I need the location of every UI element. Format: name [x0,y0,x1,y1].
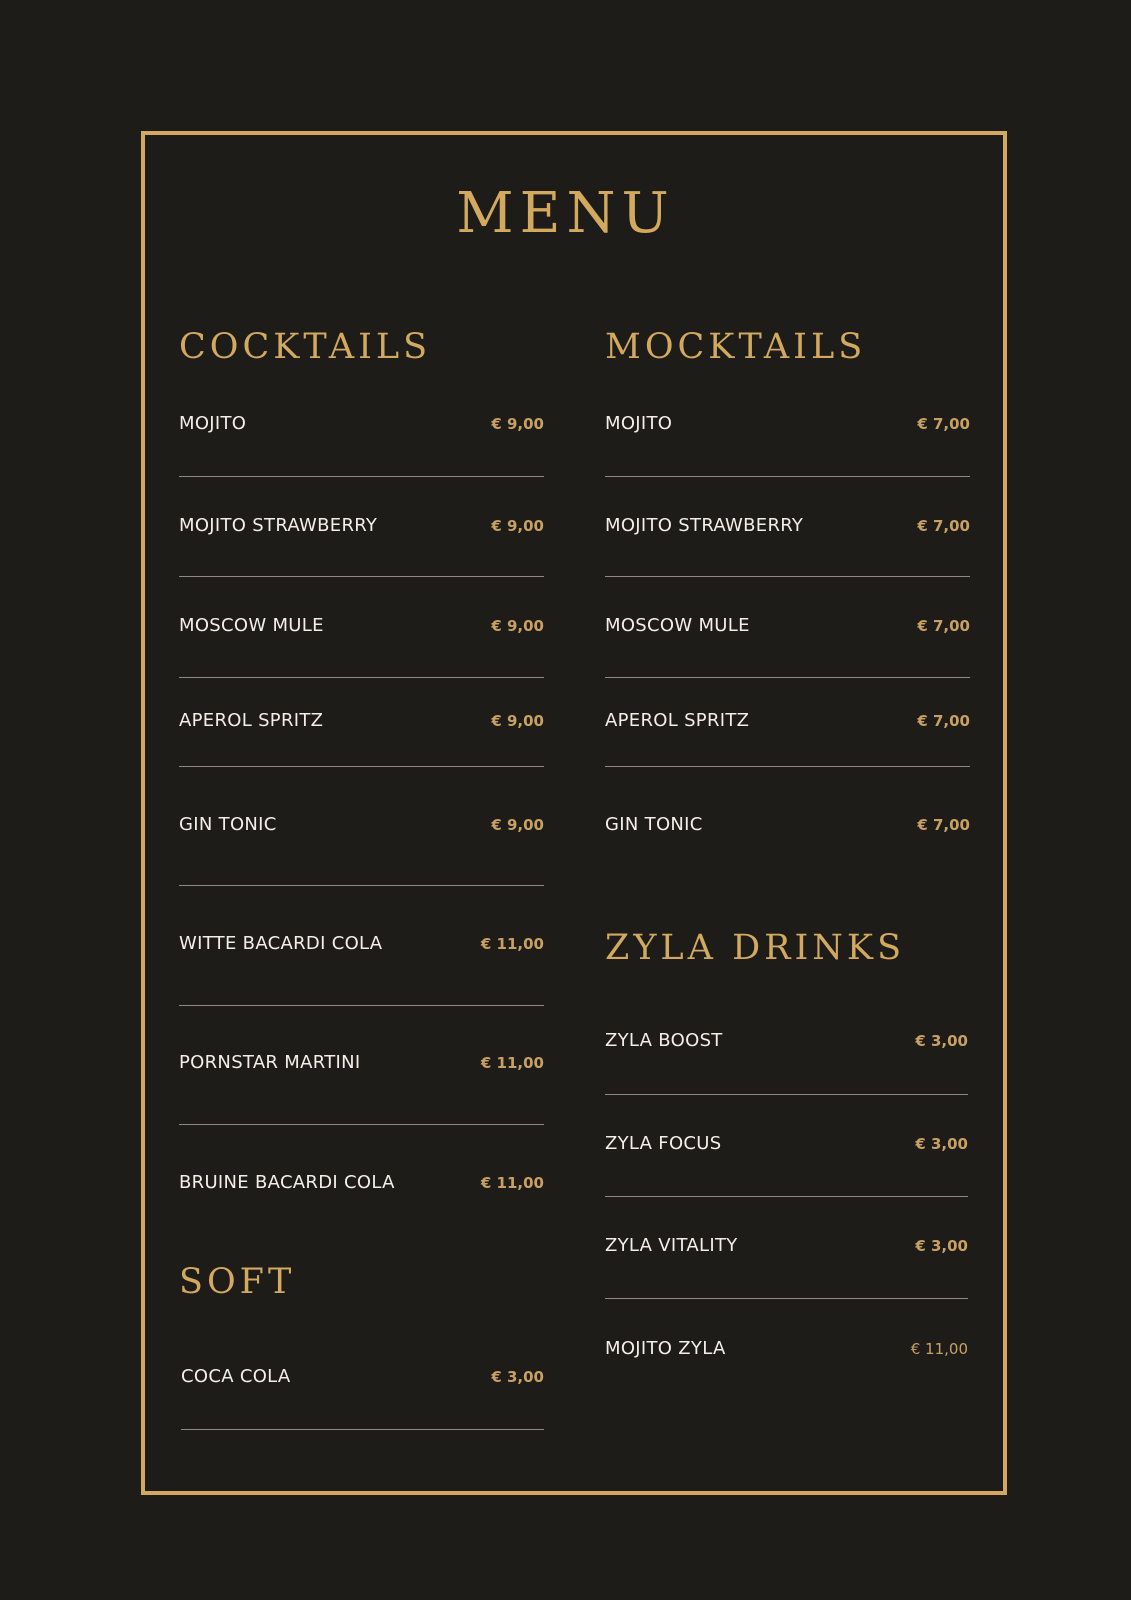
divider [605,766,970,767]
item-name: MOJITO STRAWBERRY [605,515,804,536]
item-price: € 11,00 [480,1054,544,1072]
item-name: ZYLA VITALITY [605,1235,738,1256]
item-price: € 7,00 [917,617,970,635]
item-name: GIN TONIC [179,814,277,835]
divider [179,885,544,886]
list-item [179,1051,544,1075]
list-item [179,709,544,733]
list-item [605,709,970,733]
list-item [179,514,544,538]
item-price: € 3,00 [915,1135,968,1153]
item-name: MOJITO STRAWBERRY [179,515,378,536]
item-name: APEROL SPRITZ [179,710,324,731]
list-item [179,932,544,956]
divider [179,766,544,767]
list-item [181,1365,544,1389]
item-name: MOSCOW MULE [605,615,750,636]
list-item [179,412,544,436]
list-item [605,1132,968,1156]
list-item [605,412,970,436]
divider [605,1298,968,1299]
menu-title: MENU [456,181,675,246]
item-name: APEROL SPRITZ [605,710,750,731]
item-price: € 9,00 [491,816,544,834]
divider [179,576,544,577]
mocktails-heading: MOCKTAILS [605,327,867,367]
list-item [179,813,544,837]
item-name: MOSCOW MULE [179,615,324,636]
divider [179,1124,544,1125]
item-name: WITTE BACARDI COLA [179,933,383,954]
item-price: € 7,00 [917,816,970,834]
item-price: € 11,00 [480,1174,544,1192]
list-item [605,1234,968,1258]
list-item [605,514,970,538]
item-price: € 3,00 [491,1368,544,1386]
divider [605,476,970,477]
list-item [605,614,970,638]
item-name: GIN TONIC [605,814,703,835]
item-name: PORNSTAR MARTINI [179,1052,361,1073]
cocktails-heading: COCKTAILS [179,327,432,367]
item-price: € 3,00 [915,1032,968,1050]
item-price: € 9,00 [491,712,544,730]
divider [181,1429,544,1430]
item-price: € 11,00 [910,1340,968,1358]
item-price: € 7,00 [917,712,970,730]
list-item [605,1337,968,1361]
item-price: € 3,00 [915,1237,968,1255]
item-name: ZYLA FOCUS [605,1133,722,1154]
item-price: € 7,00 [917,415,970,433]
divider [605,576,970,577]
divider [179,677,544,678]
item-price: € 9,00 [491,415,544,433]
item-price: € 9,00 [491,517,544,535]
list-item [605,813,970,837]
item-name: MOJITO [179,413,247,434]
item-name: MOJITO [605,413,673,434]
item-name: ZYLA BOOST [605,1030,723,1051]
zyla-drinks-heading: ZYLA DRINKS [605,928,906,968]
divider [179,476,544,477]
divider [605,1196,968,1197]
divider [179,1005,544,1006]
divider [605,677,970,678]
item-price: € 7,00 [917,517,970,535]
item-price: € 9,00 [491,617,544,635]
item-name: MOJITO ZYLA [605,1338,726,1359]
item-name: COCA COLA [181,1366,291,1387]
list-item [605,1029,968,1053]
item-price: € 11,00 [480,935,544,953]
list-item [179,614,544,638]
list-item [179,1171,544,1195]
divider [605,1094,968,1095]
item-name: BRUINE BACARDI COLA [179,1172,395,1193]
soft-heading: SOFT [179,1262,296,1302]
